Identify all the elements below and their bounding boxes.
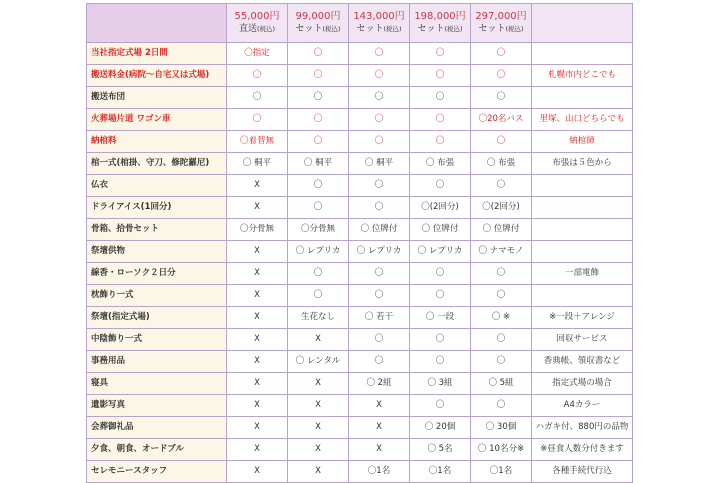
plan-cell: X bbox=[227, 263, 288, 285]
plan-cell: 〇 若干 bbox=[349, 307, 410, 329]
plan-cell: 〇 bbox=[410, 395, 471, 417]
note-cell: ハガキ付、880円の品物 bbox=[532, 417, 633, 439]
plan-cell: 〇 bbox=[227, 87, 288, 109]
plan-cell: 〇 bbox=[410, 351, 471, 373]
plan-cell: 〇 桐平 bbox=[349, 153, 410, 175]
note-cell: 一部電飾 bbox=[532, 263, 633, 285]
plan-cell: X bbox=[227, 417, 288, 439]
table-row bbox=[87, 109, 633, 131]
table-row bbox=[87, 65, 633, 87]
row-label: セレモニースタッフ bbox=[87, 461, 227, 483]
tax-note: (税込) bbox=[256, 25, 276, 33]
plan-type: 直送 bbox=[238, 24, 257, 34]
row-label: 中陰飾り一式 bbox=[87, 329, 227, 351]
plan-cell: 〇 5組 bbox=[471, 373, 532, 395]
table-row bbox=[87, 131, 633, 153]
note-cell bbox=[532, 87, 633, 109]
plan-cell: 〇 5名 bbox=[410, 439, 471, 461]
note-cell: 回収サービス bbox=[532, 329, 633, 351]
plan-cell: 〇 bbox=[410, 109, 471, 131]
table-row bbox=[87, 461, 633, 483]
plan-cell: 〇 bbox=[410, 329, 471, 351]
plan-cell: 〇 20個 bbox=[410, 417, 471, 439]
row-label: 当社指定式場 2日間 bbox=[87, 43, 227, 65]
note-cell: 各種手続代行込 bbox=[532, 461, 633, 483]
plan-cell: 〇 bbox=[471, 43, 532, 65]
plan-cell: 生花なし bbox=[288, 307, 349, 329]
plan-cell: 〇 bbox=[349, 43, 410, 65]
row-label: 搬送料金(病院～自宅又は式場) bbox=[87, 65, 227, 87]
plan-cell: 〇 bbox=[410, 43, 471, 65]
note-cell: ※昼食人数分付きます bbox=[532, 439, 633, 461]
row-label: 事務用品 bbox=[87, 351, 227, 373]
plan-cell: X bbox=[227, 285, 288, 307]
header-row bbox=[87, 4, 633, 43]
plan-cell: 〇 bbox=[471, 65, 532, 87]
note-cell: 指定式場の場合 bbox=[532, 373, 633, 395]
note-cell bbox=[532, 285, 633, 307]
plan-cell: 〇 ※ bbox=[471, 307, 532, 329]
plan-cell: 〇 bbox=[349, 329, 410, 351]
row-label: ドライアイス(1回分) bbox=[87, 197, 227, 219]
tax-note: (税込) bbox=[505, 25, 524, 33]
plan-cell: 〇 レプリカ bbox=[410, 241, 471, 263]
plan-cell: X bbox=[227, 241, 288, 263]
plan-price: 55,000円 bbox=[234, 11, 280, 22]
plan-cell: X bbox=[227, 307, 288, 329]
note-cell bbox=[532, 43, 633, 65]
plan-cell: X bbox=[349, 439, 410, 461]
plan-cell: 〇 bbox=[471, 351, 532, 373]
row-label: 枕飾り一式 bbox=[87, 285, 227, 307]
plan-cell: X bbox=[227, 175, 288, 197]
row-label: 祭壇供物 bbox=[87, 241, 227, 263]
row-label: 搬送布団 bbox=[87, 87, 227, 109]
plan-cell: 〇 bbox=[227, 109, 288, 131]
row-label: 寝具 bbox=[87, 373, 227, 395]
row-label: 祭壇(指定式場) bbox=[87, 307, 227, 329]
plan-cell: 〇 bbox=[349, 87, 410, 109]
plan-cell: X bbox=[227, 439, 288, 461]
row-label: 火葬場片道 ワゴン車 bbox=[87, 109, 227, 131]
table-row bbox=[87, 241, 633, 263]
table-row bbox=[87, 153, 633, 175]
plan-cell: 〇指定 bbox=[227, 43, 288, 65]
plan-cell: 〇 レプリカ bbox=[288, 241, 349, 263]
plan-cell: 〇 bbox=[349, 285, 410, 307]
plan-cell: 〇分骨無 bbox=[288, 219, 349, 241]
plan-cell: 〇 bbox=[288, 65, 349, 87]
plan-cell: X bbox=[288, 461, 349, 483]
plan-price: 143,000円 bbox=[353, 11, 405, 22]
plan-cell: 〇 bbox=[410, 285, 471, 307]
plan-cell: X bbox=[288, 395, 349, 417]
plan-cell: 〇着替無 bbox=[227, 131, 288, 153]
note-cell: 布張は５色から bbox=[532, 153, 633, 175]
plan-cell: 〇 bbox=[471, 131, 532, 153]
plan-cell: X bbox=[288, 439, 349, 461]
plan-cell: X bbox=[227, 461, 288, 483]
table-row bbox=[87, 373, 633, 395]
plan-column-header bbox=[471, 4, 532, 43]
plan-column-header bbox=[227, 4, 288, 43]
plan-cell: 〇(2回分) bbox=[471, 197, 532, 219]
note-cell: ※一段＋アレンジ bbox=[532, 307, 633, 329]
plan-cell: 〇 bbox=[288, 131, 349, 153]
plan-cell: X bbox=[227, 329, 288, 351]
row-label: 仏衣 bbox=[87, 175, 227, 197]
plan-cell: 〇 bbox=[471, 395, 532, 417]
note-cell: 里塚、山口どちらでも bbox=[532, 109, 633, 131]
plan-cell: X bbox=[288, 373, 349, 395]
notes-column-header bbox=[532, 4, 633, 43]
plan-cell: X bbox=[349, 417, 410, 439]
plan-cell: 〇 bbox=[410, 131, 471, 153]
tax-note: (税込) bbox=[383, 25, 402, 33]
plan-cell: 〇 bbox=[349, 65, 410, 87]
plan-cell: 〇 一段 bbox=[410, 307, 471, 329]
plan-cell: 〇1名 bbox=[471, 461, 532, 483]
plan-cell: 〇 桐平 bbox=[227, 153, 288, 175]
plan-cell: 〇(2回分) bbox=[410, 197, 471, 219]
plan-cell: 〇 3組 bbox=[410, 373, 471, 395]
row-label: 遺影写真 bbox=[87, 395, 227, 417]
plan-cell: 〇 bbox=[288, 109, 349, 131]
table-row bbox=[87, 329, 633, 351]
table-row bbox=[87, 285, 633, 307]
plan-cell: 〇 bbox=[471, 263, 532, 285]
plan-cell: 〇 bbox=[410, 175, 471, 197]
row-label: 納棺料 bbox=[87, 131, 227, 153]
row-label: 線香・ローソク２日分 bbox=[87, 263, 227, 285]
plan-cell: 〇 レンタル bbox=[288, 351, 349, 373]
row-label: 棺一式(棺掛、守刀、修陀羅尼) bbox=[87, 153, 227, 175]
plan-cell: 〇1名 bbox=[349, 461, 410, 483]
note-cell: 札幌市内どこでも bbox=[532, 65, 633, 87]
plan-cell: 〇分骨無 bbox=[227, 219, 288, 241]
plan-cell: 〇 bbox=[349, 197, 410, 219]
plan-comparison-table bbox=[86, 3, 633, 483]
plan-cell: 〇1名 bbox=[410, 461, 471, 483]
plan-cell: X bbox=[227, 197, 288, 219]
header-corner bbox=[87, 4, 227, 43]
plan-cell: 〇 bbox=[349, 175, 410, 197]
plan-cell: 〇 bbox=[349, 263, 410, 285]
plan-cell: 〇 布張 bbox=[410, 153, 471, 175]
row-label: 夕食、朝食、オードブル bbox=[87, 439, 227, 461]
plan-cell: 〇 bbox=[288, 197, 349, 219]
plan-type: セット bbox=[356, 24, 384, 34]
plan-column-header bbox=[349, 4, 410, 43]
plan-cell: 〇 ナマモノ bbox=[471, 241, 532, 263]
row-label: 骨箱、拾骨セット bbox=[87, 219, 227, 241]
note-cell bbox=[532, 175, 633, 197]
table-row bbox=[87, 263, 633, 285]
plan-type: セット bbox=[417, 24, 445, 34]
row-label: 会葬御礼品 bbox=[87, 417, 227, 439]
plan-cell: X bbox=[288, 329, 349, 351]
plan-cell: 〇 bbox=[227, 65, 288, 87]
table-row bbox=[87, 439, 633, 461]
table-row bbox=[87, 307, 633, 329]
note-cell: A4カラー bbox=[532, 395, 633, 417]
tax-note: (税込) bbox=[444, 25, 463, 33]
plan-cell: 〇 位牌付 bbox=[349, 219, 410, 241]
plan-cell: 〇 bbox=[410, 87, 471, 109]
plan-cell: 〇 bbox=[410, 65, 471, 87]
plan-type: セット bbox=[295, 24, 323, 34]
plan-cell: 〇 位牌付 bbox=[471, 219, 532, 241]
note-cell bbox=[532, 241, 633, 263]
plan-cell: 〇 bbox=[349, 131, 410, 153]
plan-cell: 〇 布張 bbox=[471, 153, 532, 175]
plan-cell: 〇 bbox=[288, 43, 349, 65]
note-cell bbox=[532, 219, 633, 241]
plan-cell: 〇 bbox=[288, 175, 349, 197]
plan-cell: X bbox=[227, 395, 288, 417]
plan-cell: X bbox=[227, 351, 288, 373]
table-row bbox=[87, 219, 633, 241]
plan-cell: 〇 30個 bbox=[471, 417, 532, 439]
plan-cell: 〇 bbox=[288, 285, 349, 307]
plan-column-header bbox=[410, 4, 471, 43]
table-row bbox=[87, 351, 633, 373]
note-cell: 納棺師 bbox=[532, 131, 633, 153]
plan-cell: 〇 bbox=[410, 263, 471, 285]
plan-column-header bbox=[288, 4, 349, 43]
plan-cell: 〇 bbox=[471, 285, 532, 307]
plan-cell: 〇 bbox=[349, 109, 410, 131]
plan-cell: 〇 2組 bbox=[349, 373, 410, 395]
plan-cell: 〇 bbox=[471, 87, 532, 109]
plan-type: セット bbox=[478, 24, 506, 34]
table-row bbox=[87, 87, 633, 109]
table-row bbox=[87, 197, 633, 219]
plan-cell: 〇 bbox=[471, 175, 532, 197]
plan-cell: X bbox=[288, 417, 349, 439]
plan-price: 99,000円 bbox=[295, 11, 341, 22]
plan-cell: 〇 10名分※ bbox=[471, 439, 532, 461]
plan-cell: 〇20名バス bbox=[471, 109, 532, 131]
plan-cell: 〇 位牌付 bbox=[410, 219, 471, 241]
tax-note: (税込) bbox=[322, 25, 341, 33]
plan-cell: 〇 レプリカ bbox=[349, 241, 410, 263]
plan-cell: 〇 bbox=[288, 87, 349, 109]
plan-cell: X bbox=[349, 395, 410, 417]
table-row bbox=[87, 417, 633, 439]
plan-cell: 〇 桐平 bbox=[288, 153, 349, 175]
plan-cell: X bbox=[227, 373, 288, 395]
plan-price: 198,000円 bbox=[414, 11, 466, 22]
note-cell bbox=[532, 197, 633, 219]
table-row bbox=[87, 175, 633, 197]
plan-cell: 〇 bbox=[349, 351, 410, 373]
table-row bbox=[87, 43, 633, 65]
plan-price: 297,000円 bbox=[475, 11, 527, 22]
plan-cell: 〇 bbox=[471, 329, 532, 351]
note-cell: 香典帳、領収書など bbox=[532, 351, 633, 373]
plan-cell: 〇 bbox=[288, 263, 349, 285]
table-row bbox=[87, 395, 633, 417]
